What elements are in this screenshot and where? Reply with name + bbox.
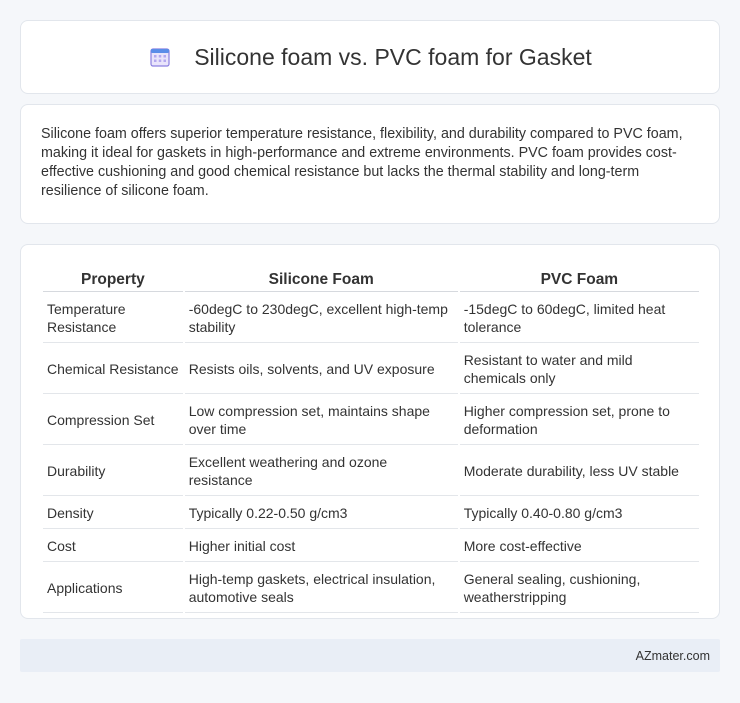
summary-card [20,104,720,224]
table-row [43,345,699,394]
pvc-cell: General sealing, cushioning, weatherstripping [460,564,699,613]
pvc-cell: Typically 0.40-0.80 g/cm3 [460,498,699,529]
header-silicone-foam: Silicone Foam [185,267,458,292]
table-row [43,498,699,529]
property-cell: Applications [43,564,183,613]
silicone-cell: -60degC to 230degC, excellent high-temp stability [185,294,458,343]
property-cell: Durability [43,447,183,496]
table-row [43,564,699,613]
table-row [43,447,699,496]
table-row [43,396,699,445]
pvc-cell: -15degC to 60degC, limited heat tolerance [460,294,699,343]
property-cell: Chemical Resistance [43,345,183,394]
silicone-cell: High-temp gaskets, electrical insulation, automotive seals [185,564,458,613]
silicone-cell: Resists oils, solvents, and UV exposure [185,345,458,394]
table-header-row [43,267,699,292]
pvc-cell: Resistant to water and mild chemicals only [460,345,699,394]
pvc-cell: More cost-effective [460,531,699,562]
property-cell: Density [43,498,183,529]
property-cell: Cost [43,531,183,562]
silicone-cell: Typically 0.22-0.50 g/cm3 [185,498,458,529]
comparison-table-card [20,244,720,619]
comparison-table [41,265,701,615]
silicone-cell: Low compression set, maintains shape over time [185,396,458,445]
footer-site-name: AZmater.com [635,648,710,663]
pvc-cell: Higher compression set, prone to deformation [460,396,699,445]
property-cell: Compression Set [43,396,183,445]
page-title: Silicone foam vs. PVC foam for Gasket [194,43,592,70]
header-pvc-foam: PVC Foam [460,267,699,292]
title-card [20,20,720,94]
pvc-cell: Moderate durability, less UV stable [460,447,699,496]
calendar-icon [148,45,172,69]
silicone-cell: Excellent weathering and ozone resistance [185,447,458,496]
header-property: Property [43,267,183,292]
silicone-cell: Higher initial cost [185,531,458,562]
table-row [43,294,699,343]
summary-text: Silicone foam offers superior temperature resistance, flexibility, and durability compared to PVC foam, making it ideal for gaskets in high-performance and extreme environments. PVC foam provides cost-effective cushioning and good chemical resistance but lacks the thermal stability and long-term resilience of silicone foam. [41,126,683,199]
table-row [43,531,699,562]
footer [20,639,720,672]
property-cell: Temperature Resistance [43,294,183,343]
